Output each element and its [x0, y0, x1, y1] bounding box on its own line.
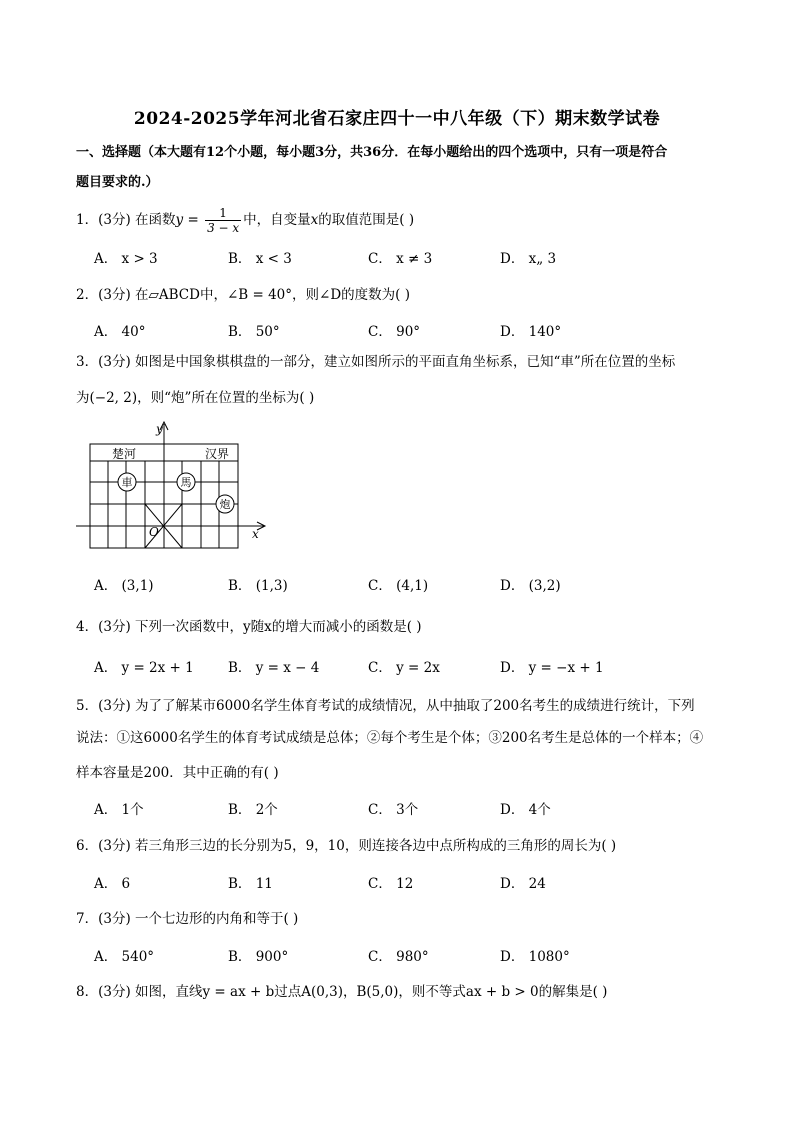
option-c[interactable]: C． (4,1)	[368, 578, 429, 594]
question-7-options	[94, 945, 714, 965]
question-1-options	[94, 247, 714, 267]
origin-label: O	[149, 525, 159, 539]
question-1-middle: 中，自变量	[243, 212, 311, 228]
option-a[interactable]: A． 1个	[94, 802, 144, 818]
option-a[interactable]: A． 6	[94, 876, 131, 892]
question-6-options	[94, 872, 714, 892]
question-4-options	[94, 656, 714, 676]
question-1	[76, 206, 726, 235]
option-b[interactable]: B． y = x − 4	[228, 660, 320, 676]
question-1-equals: =	[183, 212, 204, 228]
option-b[interactable]: B． x < 3	[228, 251, 292, 267]
option-d[interactable]: D． 24	[500, 876, 546, 892]
section-heading-line-2: 题目要求的.）	[76, 175, 159, 190]
question-1-var-y: y	[175, 212, 184, 228]
chess-board-figure	[74, 420, 274, 550]
river-label-left: 楚河	[112, 447, 137, 461]
option-d[interactable]: D． (3,2)	[500, 578, 561, 594]
option-b[interactable]: B． 11	[228, 876, 273, 892]
question-3-line-1: 3．(3分) 如图是中国象棋棋盘的一部分，建立如图所示的平面直角坐标系，已知“車”所在位置的坐标	[76, 354, 676, 370]
river-label-right: 汉界	[205, 447, 230, 461]
option-a[interactable]: A． 540°	[94, 949, 155, 965]
option-a[interactable]: A． (3,1)	[94, 578, 154, 594]
option-d[interactable]: D． 1080°	[500, 949, 570, 965]
question-6: 6．(3分) 若三角形三边的长分别为5，9，10，则连接各边中点所构成的三角形的周长为( )	[76, 838, 617, 854]
option-a[interactable]: A． 40°	[94, 324, 146, 340]
option-d[interactable]: D． 4个	[500, 802, 551, 818]
option-d[interactable]: D． x„ 3	[500, 251, 557, 267]
page-title: 2024-2025学年河北省石家庄四十一中八年级（下）期末数学试卷	[133, 109, 661, 129]
question-5-line-3: 样本容量是200．其中正确的有( )	[76, 765, 279, 781]
question-5-options	[94, 798, 714, 818]
option-c[interactable]: C． 12	[368, 876, 414, 892]
question-7: 7．(3分) 一个七边形的内角和等于( )	[76, 911, 299, 927]
option-d[interactable]: D． y = −x + 1	[500, 660, 604, 676]
piece-che-label: 車	[121, 476, 133, 489]
option-c[interactable]: C． 980°	[368, 949, 429, 965]
question-1-suffix: 的取值范围是( )	[318, 212, 415, 228]
y-axis-label: y	[156, 422, 163, 436]
section-heading-line-1: 一、选择题（本大题有12个小题，每小题3分，共36分．在每小题给出的四个选项中，只有一项是符合	[76, 145, 668, 160]
question-1-prefix: 1．(3分) 在函数	[76, 212, 176, 228]
fraction-numerator: 1	[205, 206, 241, 221]
question-8: 8．(3分) 如图，直线y = ax + b过点A(0,3)，B(5,0)，则不等式ax + b > 0的解集是( )	[76, 984, 608, 1000]
question-1-var-x: x	[310, 212, 319, 228]
option-c[interactable]: C． 3个	[368, 802, 419, 818]
option-b[interactable]: B． 900°	[228, 949, 289, 965]
question-2: 2．(3分) 在▱ABCD中，∠B = 40°，则∠D的度数为( )	[76, 287, 410, 303]
option-c[interactable]: C． x ≠ 3	[368, 251, 433, 267]
option-a[interactable]: A． x > 3	[94, 251, 158, 267]
question-5-line-2: 说法：①这6000名学生的体育考试成绩是总体；②每个考生是个体；③200名考生是总体的一个样本；④	[76, 730, 704, 746]
piece-pao-label: 炮	[219, 498, 231, 511]
question-1-fraction	[205, 206, 241, 235]
option-c[interactable]: C． y = 2x	[368, 660, 440, 676]
option-b[interactable]: B． (1,3)	[228, 578, 288, 594]
question-2-options	[94, 320, 714, 340]
section-heading	[76, 138, 722, 198]
option-c[interactable]: C． 90°	[368, 324, 421, 340]
question-5-line-1: 5．(3分) 为了了解某市6000名学生体育考试的成绩情况，从中抽取了200名考生的成绩进行统计，下列	[76, 698, 695, 714]
option-a[interactable]: A． y = 2x + 1	[94, 660, 194, 676]
option-b[interactable]: B． 2个	[228, 802, 278, 818]
question-4: 4．(3分) 下列一次函数中，y随x的增大而减小的函数是( )	[76, 619, 422, 635]
option-b[interactable]: B． 50°	[228, 324, 280, 340]
fraction-denominator: 3 − x	[207, 221, 240, 235]
question-3-line-2: 为(−2, 2)，则“炮”所在位置的坐标为( )	[76, 390, 315, 406]
option-d[interactable]: D． 140°	[500, 324, 562, 340]
piece-ma-label: 馬	[180, 476, 192, 489]
x-axis-label: x	[252, 527, 259, 541]
question-3-options	[94, 574, 714, 594]
